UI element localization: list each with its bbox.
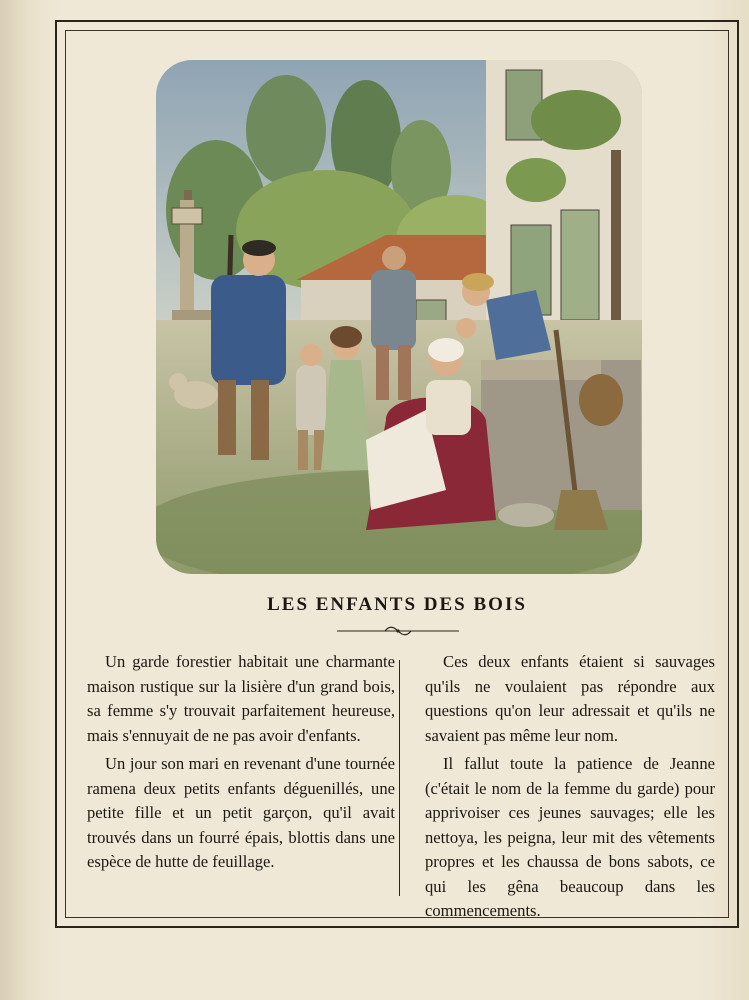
column-divider (399, 660, 400, 896)
illustration (156, 60, 642, 574)
text-column-right (425, 650, 715, 928)
text-column-left (87, 650, 395, 879)
paragraph: Il fallut toute la patience de Jeanne (c'était le nom de la femme du garde) pour apprivoiser ces jeunes sauvages; elle les nettoya, les peigna, leur mit des vêtements propres et les chaussa de bons sabots, ce qui les gêna beaucoup dans les commencements. (425, 754, 715, 920)
children-figures (296, 326, 371, 470)
paragraph: Un garde forestier habitait une charmante maison rustique sur la lisière d'un grand bois, sa femme s'y trouvait parfaitement heureuse, mais s'ennuyait de ne pas avoir d'enfants. (87, 652, 395, 745)
paragraph: Ces deux enfants étaient si sauvages qu'ils ne voulaient pas répondre aux questions qu'on leur adressait et qu'ils ne savaient pas même leur nom. (425, 652, 715, 745)
paragraph: Un jour son mari en revenant d'une tournée ramena deux petits enfants déguenillés, une petite fille et un petit garçon, qu'il avait trouvés dans un fourré épais, blottis dans une espèce de hutte de feuillage. (87, 754, 395, 871)
title-ornament (337, 626, 459, 636)
page-title: LES ENFANTS DES BOIS (267, 594, 527, 615)
illustration-engraving (156, 60, 642, 574)
